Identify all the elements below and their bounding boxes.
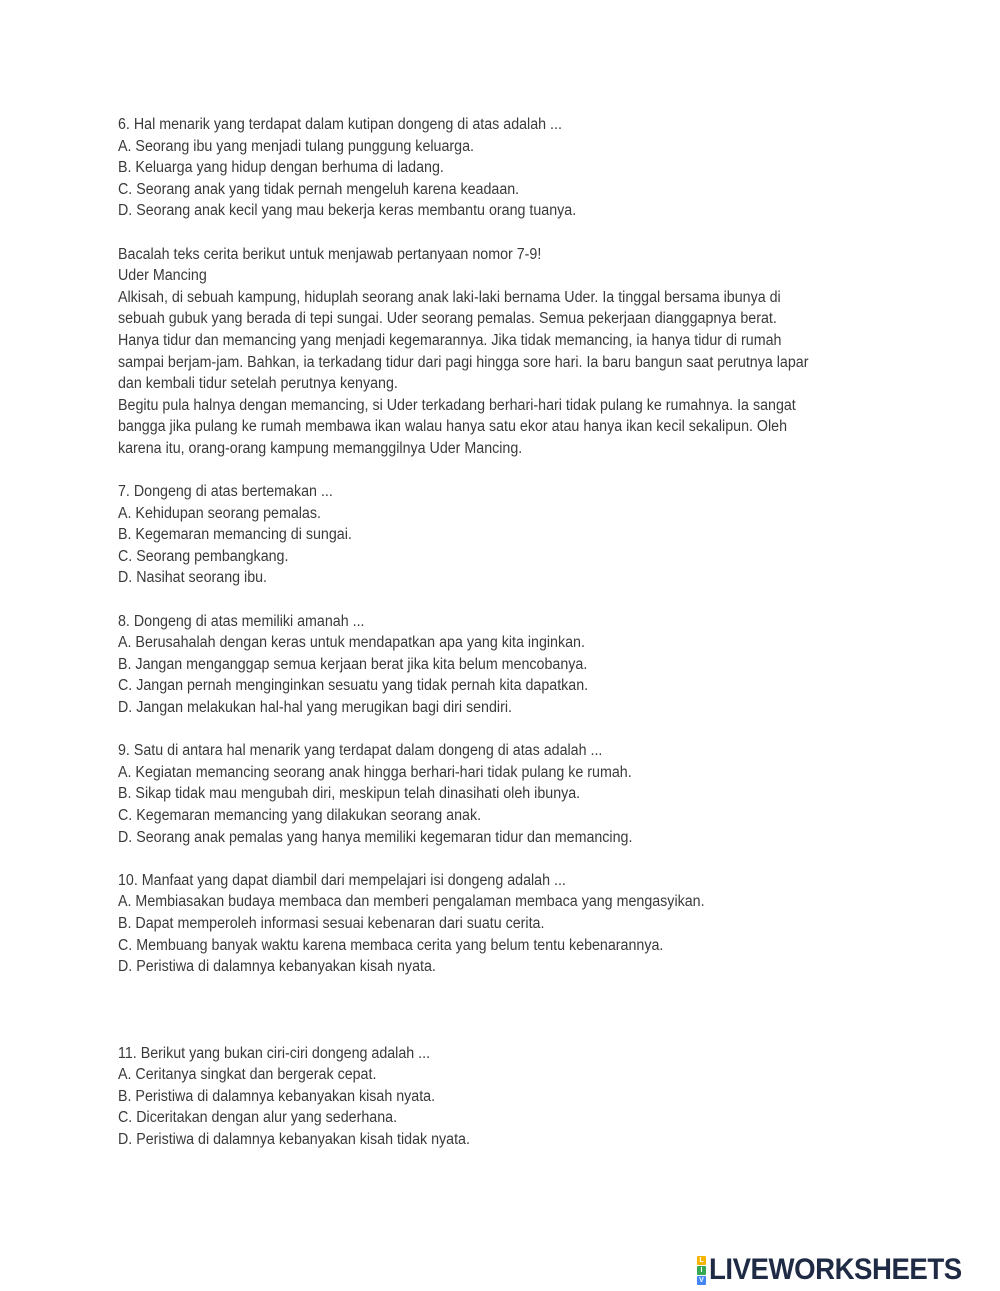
question-10 — [118, 870, 817, 978]
option-c: C. Membuang banyak waktu karena membaca cerita yang belum tentu kebenarannya. — [118, 936, 664, 954]
option-b: B. Keluarga yang hidup dengan berhuma di ladang. — [118, 159, 444, 177]
question-text: 6. Hal menarik yang terdapat dalam kutipan dongeng di atas adalah ... — [118, 116, 562, 133]
passage-line: karena itu, orang-orang kampung memanggilnya Uder Mancing. — [118, 439, 523, 457]
option-b: B. Jangan menganggap semua kerjaan berat jika kita belum mencobanya. — [118, 655, 588, 673]
option-b: B. Dapat memperoleh informasi sesuai kebenaran dari suatu cerita. — [118, 914, 545, 932]
question-8 — [118, 611, 817, 719]
option-a: A. Ceritanya singkat dan bergerak cepat. — [118, 1066, 377, 1084]
question-text: 9. Satu di antara hal menarik yang terdapat dalam dongeng di atas adalah ... — [118, 742, 603, 760]
logo-block-l: L — [697, 1256, 706, 1265]
option-a: A. Kegiatan memancing seorang anak hingga berhari-hari tidak pulang ke rumah. — [118, 763, 632, 781]
option-d: D. Nasihat seorang ibu. — [118, 569, 268, 587]
logo-text: LIVEWORKSHEETS — [709, 1253, 962, 1286]
option-d: D. Jangan melakukan hal-hal yang merugikan bagi diri sendiri. — [118, 699, 512, 717]
passage-line: dan kembali tidur setelah perutnya kenyang. — [118, 375, 398, 393]
liveworksheets-logo — [697, 1252, 984, 1288]
worksheet-content — [118, 114, 817, 1151]
option-c: C. Kegemaran memancing yang dilakukan seorang anak. — [118, 807, 482, 824]
option-b: B. Kegemaran memancing di sungai. — [118, 526, 352, 544]
passage-line: bangga jika pulang ke rumah membawa ikan walau hanya satu ekor atau hanya ikan kecil sekalipun. Oleh — [118, 418, 788, 436]
option-d: D. Peristiwa di dalamnya kebanyakan kisah nyata. — [118, 958, 436, 976]
passage-line: Hanya tidur dan memancing yang menjadi kegemarannya. Jika tidak memancing, ia hanya tidur di rumah — [118, 331, 782, 349]
question-text: 11. Berikut yang bukan ciri-ciri dongeng adalah ... — [118, 1044, 431, 1062]
option-d: D. Seorang anak pemalas yang hanya memiliki kegemaran tidur dan memancing. — [118, 828, 633, 846]
passage-line: Begitu pula halnya dengan memancing, si Uder terkadang berhari-hari tidak pulang ke rumahnya. Ia sangat — [118, 396, 796, 414]
question-7 — [118, 481, 817, 589]
question-11 — [118, 1043, 817, 1151]
logo-block-v: V — [697, 1276, 706, 1285]
option-c: C. Diceritakan dengan alur yang sederhana. — [118, 1109, 398, 1127]
option-a: A. Berusahalah dengan keras untuk mendapatkan apa yang kita inginkan. — [118, 634, 585, 652]
passage-line: sampai berjam-jam. Bahkan, ia terkadang tidur dari pagi hingga sore hari. Ia baru bangun saat perutnya lapar — [118, 353, 809, 371]
passage-instruction: Bacalah teks cerita berikut untuk menjawab pertanyaan nomor 7-9! — [118, 245, 542, 263]
option-a: A. Seorang ibu yang menjadi tulang punggung keluarga. — [118, 137, 474, 155]
logo-block-i: I — [697, 1266, 706, 1275]
option-b: B. Peristiwa di dalamnya kebanyakan kisah nyata. — [118, 1087, 436, 1105]
option-b: B. Sikap tidak mau mengubah diri, meskipun telah dinasihati oleh ibunya. — [118, 785, 581, 803]
question-text: 7. Dongeng di atas bertemakan ... — [118, 483, 333, 501]
option-d: D. Peristiwa di dalamnya kebanyakan kisah tidak nyata. — [118, 1130, 470, 1148]
logo-blocks-icon — [697, 1256, 706, 1285]
option-a: A. Membiasakan budaya membaca dan memberi pengalaman membaca yang mengasyikan. — [118, 893, 705, 911]
passage-line: Alkisah, di sebuah kampung, hiduplah seorang anak laki-laki bernama Uder. Ia tinggal bersama ibunya di — [118, 288, 781, 306]
reading-passage — [118, 244, 817, 460]
question-text: 10. Manfaat yang dapat diambil dari mempelajari isi dongeng adalah ... — [118, 871, 566, 889]
passage-title: Uder Mancing — [118, 267, 207, 285]
question-9 — [118, 740, 817, 848]
question-text: 8. Dongeng di atas memiliki amanah ... — [118, 612, 365, 630]
option-c: C. Jangan pernah menginginkan sesuatu yang tidak pernah kita dapatkan. — [118, 677, 589, 695]
option-c: C. Seorang anak yang tidak pernah mengeluh karena keadaan. — [118, 180, 520, 198]
question-6 — [118, 114, 817, 222]
passage-line: sebuah gubuk yang berada di tepi sungai. Uder seorang pemalas. Semua pekerjaan dianggapnya berat. — [118, 310, 777, 328]
option-d: D. Seorang anak kecil yang mau bekerja keras membantu orang tuanya. — [118, 202, 577, 220]
option-a: A. Kehidupan seorang pemalas. — [118, 504, 321, 522]
option-c: C. Seorang pembangkang. — [118, 547, 289, 565]
